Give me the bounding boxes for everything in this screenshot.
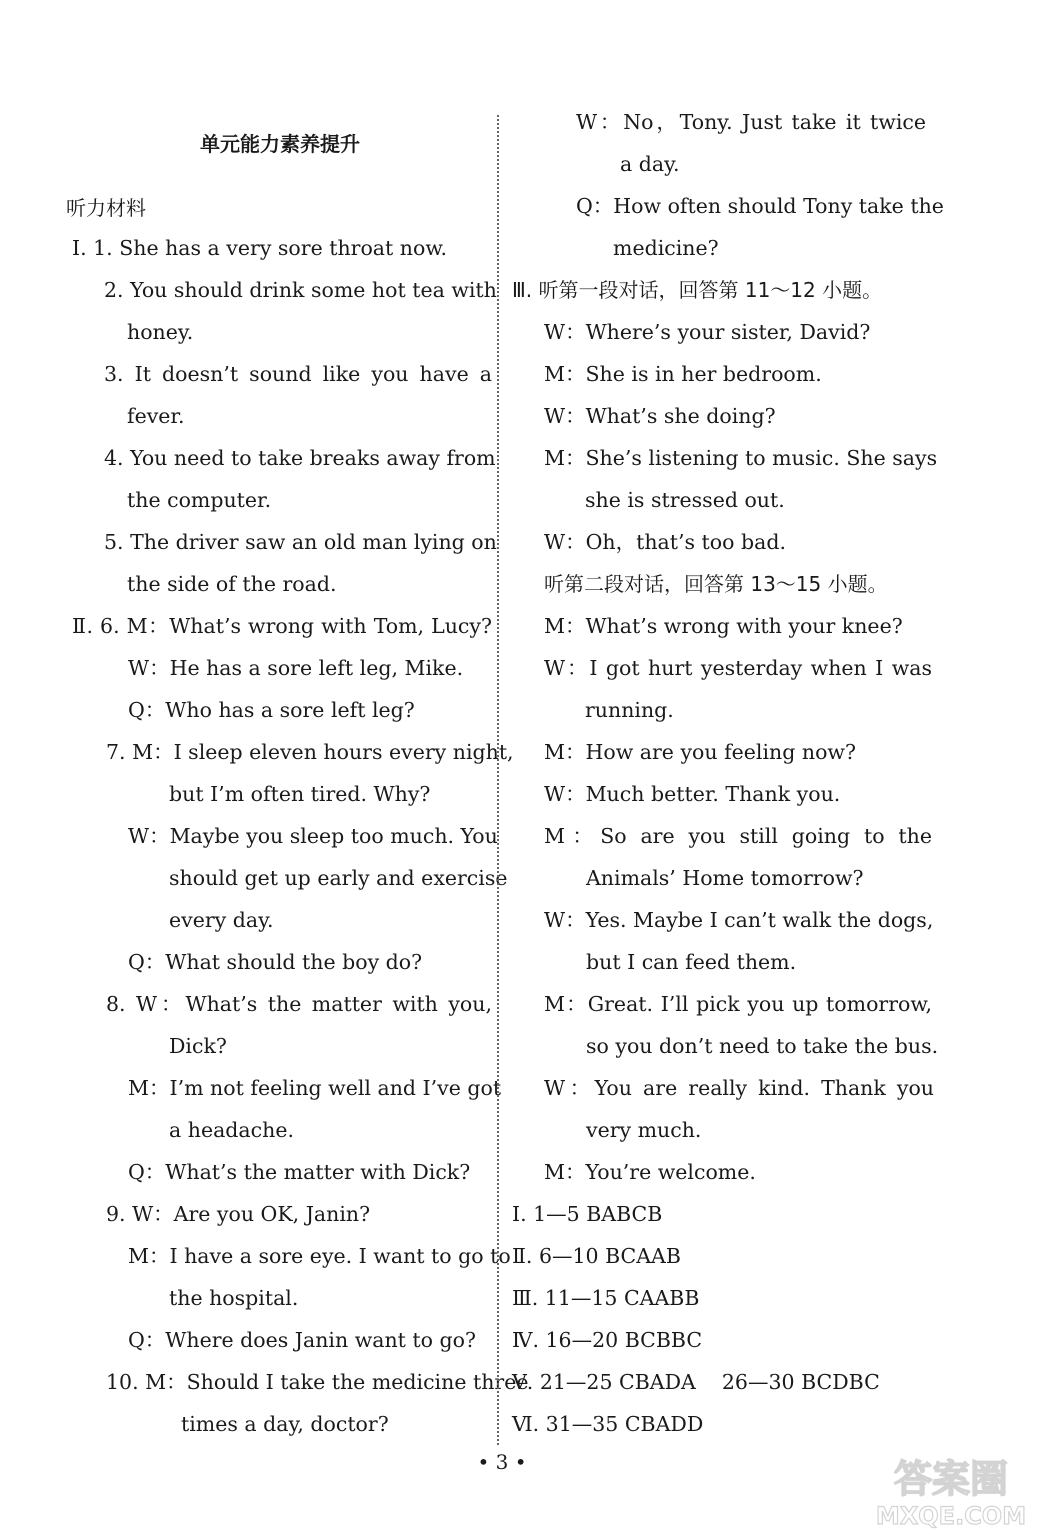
svg-text:答案圈: 答案圈 [893,1457,1009,1501]
answer-line: Ⅳ. 16—20 BCBBC [512,1328,703,1352]
text-line: should get up early and exercise [169,866,508,890]
text-line: she is stressed out. [585,488,785,512]
text-line: W：I got hurt yesterday when I was [544,656,932,680]
text-line: W：Yes. Maybe I can’t walk the dogs, [544,908,934,932]
column-divider [497,115,499,1445]
text-line: running. [585,698,674,722]
text-line: Animals’ Home tomorrow? [586,866,864,890]
text-line: W：What’s she doing? [544,404,776,428]
text-line: fever. [127,404,185,428]
text-line: 2. You should drink some hot tea with [104,278,497,302]
text-line: Q：What’s the matter with Dick? [128,1160,471,1184]
text-line: M：What’s wrong with your knee? [544,614,903,638]
section-heading: 听力材料 [66,196,146,220]
text-line: 5. The driver saw an old man lying on [104,530,497,554]
text-line: Ⅰ. 1. She has a very sore throat now. [72,236,447,260]
text-line: 10. M：Should I take the medicine three [106,1370,529,1394]
text-line: very much. [586,1118,702,1142]
text-line: W：No，Tony. Just take it twice [576,110,926,134]
text-line: Q：What should the boy do? [128,950,423,974]
text-line: every day. [169,908,274,932]
text-line: M：Great. I’ll pick you up tomorrow, [544,992,932,1016]
answer-line: Ⅲ. 11—15 CAABB [512,1286,700,1310]
text-line: Ⅲ. 听第一段对话，回答第 11～12 小题。 [512,278,883,302]
text-line: M：You’re welcome. [544,1160,756,1184]
text-line: but I’m often tired. Why? [169,782,431,806]
text-line: Q：Who has a sore left leg? [128,698,415,722]
text-line: the computer. [127,488,272,512]
text-line: 听第二段对话，回答第 13～15 小题。 [544,572,888,596]
answer-line: Ⅱ. 6—10 BCAAB [512,1244,681,1268]
text-line: the hospital. [169,1286,299,1310]
text-line: 7. M：I sleep eleven hours every night, [106,740,514,764]
text-line: M：So are you still going to the [544,824,932,848]
text-line: 8. W：What’s the matter with you, [106,992,492,1016]
text-line: Q：How often should Tony take the [576,194,944,218]
text-line: M：She’s listening to music. She says [544,446,938,470]
text-line: M：She is in her bedroom. [544,362,822,386]
text-line: 4. You need to take breaks away from [104,446,496,470]
text-line: honey. [127,320,194,344]
text-line: W：Oh，that’s too bad. [544,530,786,554]
text-line: W：You are really kind. Thank you [544,1076,934,1100]
text-line: 9. W：Are you OK, Janin? [106,1202,371,1226]
text-line: M：I’m not feeling well and I’ve got [128,1076,502,1100]
text-line: M：How are you feeling now? [544,740,856,764]
text-line: W：He has a sore left leg, Mike. [128,656,464,680]
page-title: 单元能力素养提升 [200,132,360,156]
text-line: so you don’t need to take the bus. [586,1034,939,1058]
page-number: • 3 • [477,1450,527,1474]
text-line: Ⅱ. 6. M：What’s wrong with Tom, Lucy? [72,614,492,638]
text-line: medicine? [613,236,719,260]
text-line: M：I have a sore eye. I want to go to [128,1244,511,1268]
watermark-logo [866,1448,1036,1532]
answer-line: Ⅴ. 21—25 CBADA 26—30 BCDBC [512,1370,880,1394]
text-line: W：Maybe you sleep too much. You [128,824,498,848]
text-line: a headache. [169,1118,294,1142]
text-line: Dick? [169,1034,227,1058]
text-line: W：Much better. Thank you. [544,782,841,806]
text-line: a day. [620,152,680,176]
text-line: but I can feed them. [586,950,797,974]
text-line: times a day, doctor? [181,1412,389,1436]
text-line: Q：Where does Janin want to go? [128,1328,476,1352]
answer-line: Ⅵ. 31—35 CBADD [512,1412,704,1436]
text-line: 3. It doesn’t sound like you have a [104,362,492,386]
text-line: W：Where’s your sister, David? [544,320,871,344]
text-line: the side of the road. [127,572,337,596]
svg-text:MXQE.COM: MXQE.COM [875,1502,1027,1530]
answer-line: Ⅰ. 1—5 BABCB [512,1202,663,1226]
